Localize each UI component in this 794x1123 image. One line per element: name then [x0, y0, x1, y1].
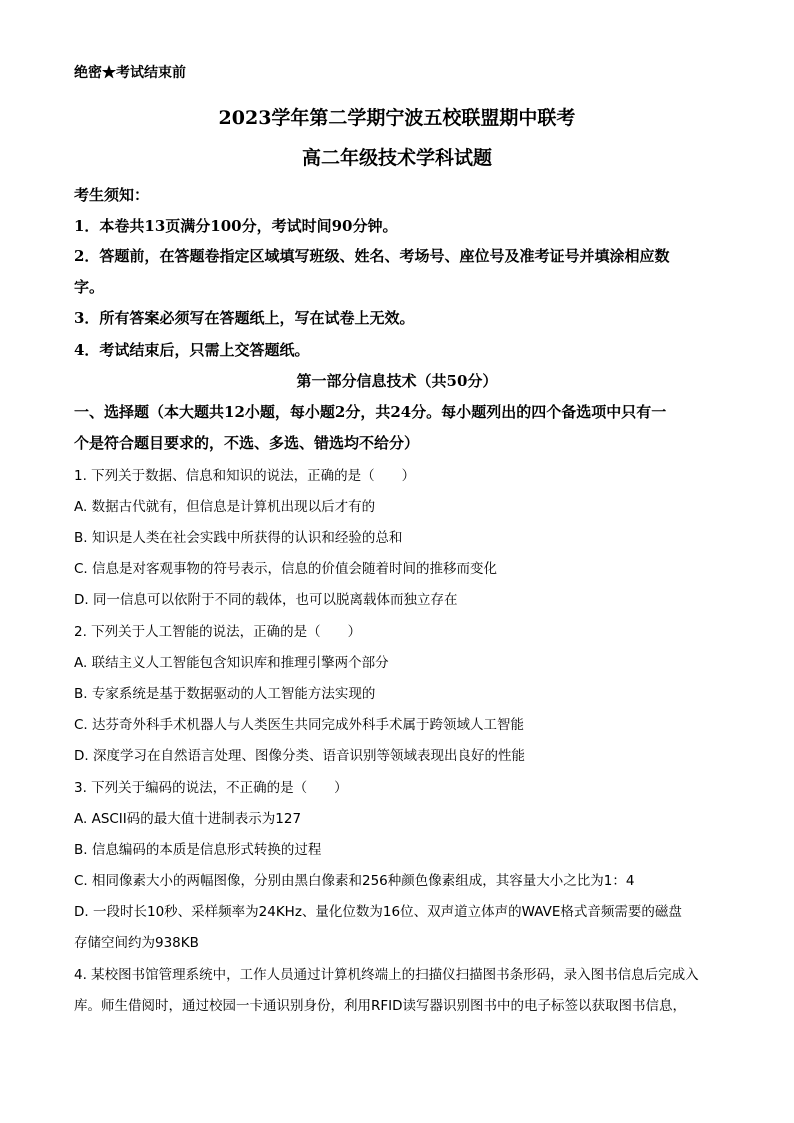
notice-item: 字。: [74, 278, 105, 296]
question-option: B. 信息编码的本质是信息形式转换的过程: [74, 842, 322, 858]
notice-heading: 考生须知：: [74, 186, 150, 204]
notice-item: 2．答题前，在答题卷指定区域填写班级、姓名、考场号、座位号及准考证号并填涂相应数: [74, 247, 670, 265]
question-option: C. 达芬奇外科手术机器人与人类医生共同完成外科手术属于跨领域人工智能: [74, 717, 525, 733]
secret-label: 绝密★考试结束前: [74, 65, 186, 81]
question-stem-continued: 库。师生借阅时，通过校园一卡通识别身份，利用RFID读写器识别图书中的电子标签以获取图书信息，: [74, 998, 687, 1014]
question-option: A. 联结主义人工智能包含知识库和推理引擎两个部分: [74, 655, 389, 671]
question-option: D. 同一信息可以依附于不同的载体，也可以脱离载体而独立存在: [74, 592, 458, 608]
question-option: D. 一段时长10秒、采样频率为24KHz、量化位数为16位、双声道立体声的WAVE格式音频需要的磁盘: [74, 904, 682, 920]
exam-title: 2023学年第二学期宁波五校联盟期中联考: [218, 107, 576, 129]
exam-subtitle: 高二年级技术学科试题: [301, 147, 492, 169]
question-option: C. 相同像素大小的两幅图像，分别由黑白像素和256种颜色像素组成，其容量大小之比为1：4: [74, 873, 635, 889]
notice-item: 1．本卷共13页满分100分，考试时间90分钟。: [74, 217, 398, 235]
question-option: A. ASCII码的最大值十进制表示为127: [74, 811, 302, 827]
question-option: D. 深度学习在自然语言处理、图像分类、语音识别等领域表现出良好的性能: [74, 748, 525, 764]
notice-item: 4．考试结束后，只需上交答题纸。: [74, 341, 310, 359]
notice-item: 3．所有答案必须写在答题纸上，写在试卷上无效。: [74, 309, 415, 327]
section-instructions: 个是符合题目要求的，不选、多选、错选均不给分）: [74, 434, 420, 452]
question-option: B. 知识是人类在社会实践中所获得的认识和经验的总和: [74, 530, 403, 546]
question-option: A. 数据古代就有，但信息是计算机出现以后才有的: [74, 499, 376, 515]
question-stem: 2. 下列关于人工智能的说法，正确的是（ ）: [74, 624, 362, 640]
section-instructions: 一、选择题（本大题共12小题，每小题2分，共24分。每小题列出的四个备选项中只有一: [74, 403, 667, 421]
question-option: C. 信息是对客观事物的符号表示，信息的价值会随着时间的推移而变化: [74, 561, 498, 577]
section-title: 第一部分信息技术（共50分）: [296, 372, 498, 390]
question-option: B. 专家系统是基于数据驱动的人工智能方法实现的: [74, 686, 376, 702]
question-stem: 1. 下列关于数据、信息和知识的说法，正确的是（ ）: [74, 468, 416, 484]
question-stem: 3. 下列关于编码的说法，不正确的是（ ）: [74, 780, 348, 796]
question-option-continued: 存储空间约为938KB: [74, 935, 199, 951]
question-stem: 4. 某校图书馆管理系统中，工作人员通过计算机终端上的扫描仪扫描图书条形码，录入图书信息后完成入: [74, 967, 699, 983]
